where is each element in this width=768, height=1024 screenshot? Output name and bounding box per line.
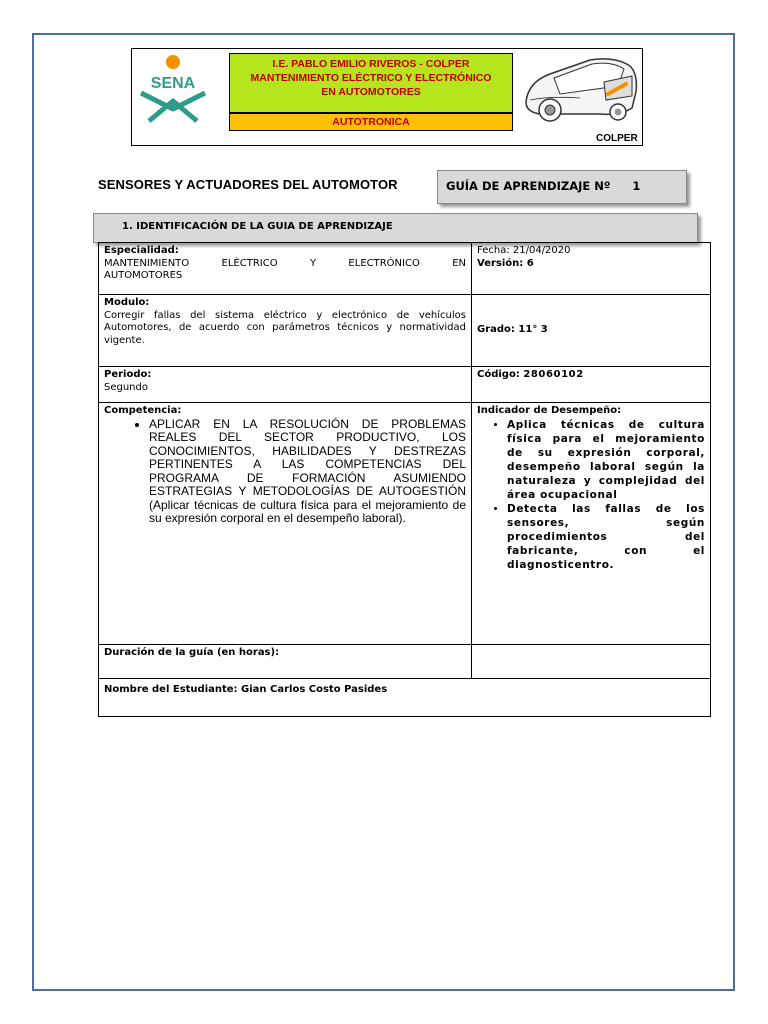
identification-table [98,242,711,717]
section-heading: 1. IDENTIFICACIÓN DE LA GUIA DE APRENDIZAJE [93,213,698,243]
sena-logo-text: SENA [150,75,196,92]
duracion-value-cell [472,645,711,679]
colper-caption: COLPER [596,133,638,144]
table-row [99,403,711,645]
guia-number-box [437,170,687,204]
school-line-1: I.E. PABLO EMILIO RIVEROS - COLPER [272,58,470,70]
fecha-value: Fecha: 21/04/2020 [477,245,571,256]
table-row [99,243,711,295]
document-title: SENSORES Y ACTUADORES DEL AUTOMOTOR [98,177,398,192]
modulo-cell [99,295,472,367]
school-line-2: MANTENIMIENTO ELÉCTRICO Y ELECTRÓNICO [250,72,492,84]
sena-logo [133,53,213,125]
competencia-label: Competencia: [104,405,182,416]
especialidad-cell [99,243,472,295]
periodo-label: Periodo: [104,369,152,380]
modulo-value: Corregir fallas del sistema eléctrico y electrónico de vehículos Automotores, de acuerdo con parámetros técnicos y normatividad vigente. [104,309,466,346]
guia-number: 1 [632,179,641,193]
school-name-banner [229,53,513,113]
list-item: • Aplica técnicas de cultura física para el mejoramiento de su expresión corporal, desempeño laboral según la naturaleza y complejidad del área ocupacional [507,418,705,502]
guia-label: GUÍA DE APRENDIZAJE Nº [446,179,611,193]
indicador-cell [472,403,711,645]
estudiante-cell [99,679,711,717]
table-row [99,367,711,403]
table-row [99,295,711,367]
codigo-label: Código: [477,369,524,380]
indicador-label: Indicador de Desempeño: [477,405,622,416]
modulo-label: Modulo: [104,297,150,308]
especialidad-value-line2: AUTOMOTORES [104,270,183,281]
competencia-list [104,418,466,526]
periodo-value: Segundo [104,381,148,393]
car-icon [520,52,640,132]
fecha-version-cell [472,243,711,295]
school-line-3: EN AUTOMOTORES [321,86,421,98]
duracion-cell [99,645,472,679]
codigo-value: 28060102 [523,369,584,380]
competencia-cell [99,403,472,645]
subtitle-banner: AUTOTRONICA [229,113,513,131]
especialidad-value-line1: MANTENIMIENTO ELÉCTRICO Y ELECTRÓNICO EN [104,257,466,269]
especialidad-label: Especialidad: [104,245,179,256]
table-row [99,679,711,717]
version-value: Versión: 6 [477,257,534,269]
list-item: • Detecta las fallas de los sensores, según procedimientos del fabricante, con el diagnosticentro. [507,502,705,572]
indicador-list [477,418,705,572]
duracion-label: Duración de la guía (en horas): [104,647,280,658]
grado-cell [472,295,711,367]
estudiante-name: Nombre del Estudiante: Gian Carlos Costo Pasides [104,684,388,695]
competencia-item: • APLICAR EN LA RESOLUCIÓN DE PROBLEMAS REALES DEL SECTOR PRODUCTIVO, LOS CONOCIMIENTOS, HABILIDADES Y DESTREZAS PERTINENTES A LAS COMPETENCIAS DEL PROGRAMA DE FORMACIÓN ASUMIENDO ESTRATEGIAS Y METODOLOGÍAS DE AUTOGESTIÓN (Aplicar técnicas de cultura física para el mejoramiento de su expresión corporal en el desempeño laboral). [149,418,466,526]
grado-value: Grado: 11° 3 [477,323,548,335]
periodo-cell [99,367,472,403]
codigo-cell [472,367,711,403]
table-row [99,645,711,679]
